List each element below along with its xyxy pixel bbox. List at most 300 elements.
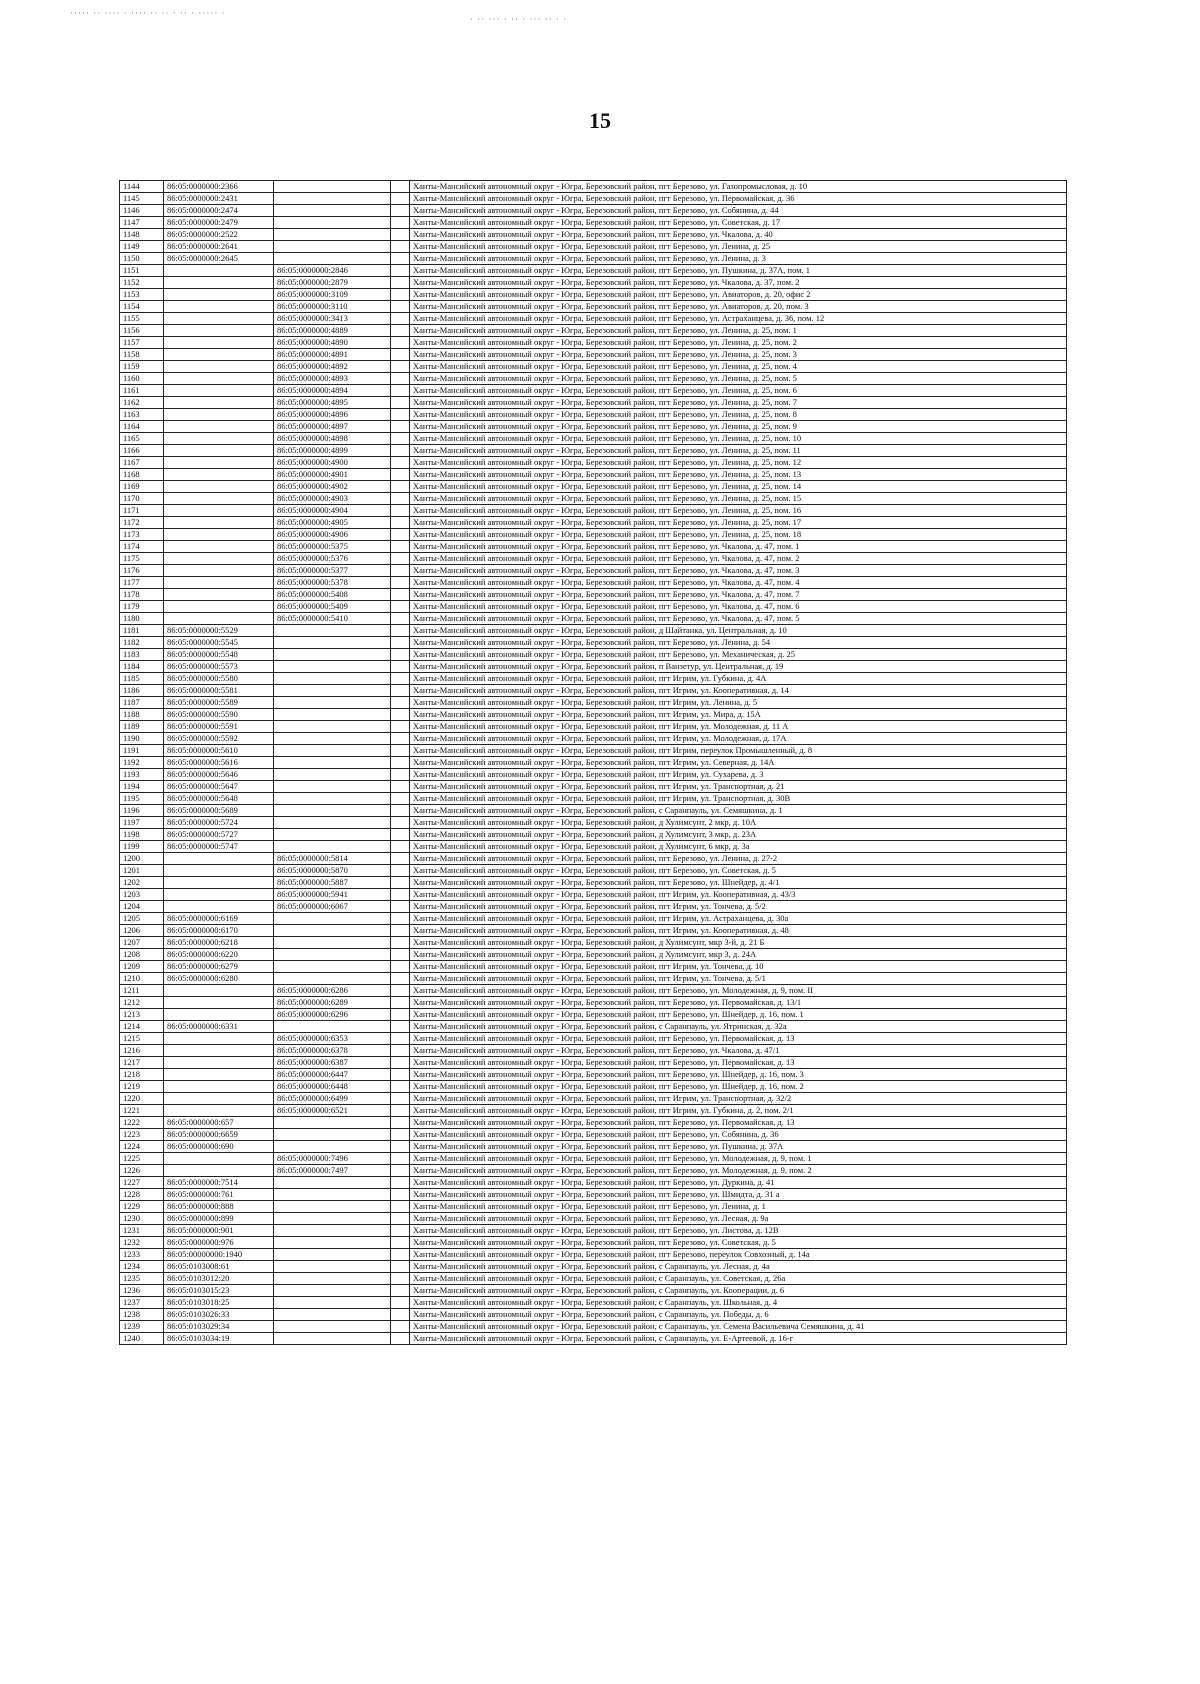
row-number-cell: 1152 (120, 277, 164, 289)
cadastral-number-cell: 86:05:0000000:2366 (164, 181, 274, 193)
cadastral-number-cell: 86:05:0000000:2641 (164, 241, 274, 253)
address-cell: Ханты-Мансийский автономный округ - Югра, Березовский район, д Хулимсунт, 2 мкр, д. 10А (410, 817, 1067, 829)
cadastral-number-cell (164, 613, 274, 625)
premises-cadastral-number-cell (274, 709, 391, 721)
spacer-cell (391, 997, 410, 1009)
cadastral-number-cell (164, 289, 274, 301)
cadastral-number-cell: 86:05:0000000:976 (164, 1237, 274, 1249)
spacer-cell (391, 649, 410, 661)
address-cell: Ханты-Мансийский автономный округ - Югра, Березовский район, с Саранпауль, ул. Семена Васильевича Семяшкина, д. 41 (410, 1321, 1067, 1333)
address-cell: Ханты-Мансийский автономный округ - Югра, Березовский район, пгт Березово, ул. Ленина, д. 25, пом. 4 (410, 361, 1067, 373)
spacer-cell (391, 397, 410, 409)
spacer-cell (391, 373, 410, 385)
address-cell: Ханты-Мансийский автономный округ - Югра, Березовский район, пгт Игрим, ул. Северная, д. 14А (410, 757, 1067, 769)
spacer-cell (391, 385, 410, 397)
cadastral-number-cell (164, 589, 274, 601)
address-cell: Ханты-Мансийский автономный округ - Югра, Березовский район, пгт Игрим, ул. Тончева, д. 10 (410, 961, 1067, 973)
cadastral-number-cell (164, 901, 274, 913)
table-row (120, 1273, 1067, 1285)
premises-cadastral-number-cell: 86:05:0000000:6448 (274, 1081, 391, 1093)
cadastral-number-cell (164, 1093, 274, 1105)
cadastral-number-cell: 86:05:00000000:1940 (164, 1249, 274, 1261)
spacer-cell (391, 961, 410, 973)
premises-cadastral-number-cell: 86:05:0000000:3109 (274, 289, 391, 301)
address-cell: Ханты-Мансийский автономный округ - Югра, Березовский район, пгт Березово, ул. Чкалова, д. 37, пом. 2 (410, 277, 1067, 289)
row-number-cell: 1164 (120, 421, 164, 433)
spacer-cell (391, 193, 410, 205)
cadastral-number-cell: 86:05:0000000:888 (164, 1201, 274, 1213)
table-row (120, 313, 1067, 325)
address-cell: Ханты-Мансийский автономный округ - Югра, Березовский район, пгт Березово, ул. Собянина, д. 36 (410, 1129, 1067, 1141)
cadastral-number-cell (164, 1009, 274, 1021)
spacer-cell (391, 1177, 410, 1189)
row-number-cell: 1236 (120, 1285, 164, 1297)
table-row (120, 1093, 1067, 1105)
table-row (120, 229, 1067, 241)
table-row (120, 565, 1067, 577)
table-row (120, 433, 1067, 445)
table-row (120, 373, 1067, 385)
table-row (120, 1297, 1067, 1309)
spacer-cell (391, 289, 410, 301)
address-cell: Ханты-Мансийский автономный округ - Югра, Березовский район, пгт Березово, ул. Шнейдер, д. 16, пом. 1 (410, 1009, 1067, 1021)
premises-cadastral-number-cell (274, 805, 391, 817)
cadastral-number-cell: 86:05:0000000:2645 (164, 253, 274, 265)
spacer-cell (391, 409, 410, 421)
spacer-cell (391, 625, 410, 637)
address-cell: Ханты-Мансийский автономный округ - Югра, Березовский район, пгт Игрим, ул. Молодежная, д. 17А (410, 733, 1067, 745)
premises-cadastral-number-cell (274, 685, 391, 697)
address-cell: Ханты-Мансийский автономный округ - Югра, Березовский район, пгт Игрим, ул. Транспортная, д. 30В (410, 793, 1067, 805)
row-number-cell: 1194 (120, 781, 164, 793)
table-row (120, 1129, 1067, 1141)
cadastral-number-cell (164, 865, 274, 877)
table-row (120, 973, 1067, 985)
premises-cadastral-number-cell (274, 1297, 391, 1309)
premises-cadastral-number-cell: 86:05:0000000:4901 (274, 469, 391, 481)
address-cell: Ханты-Мансийский автономный округ - Югра, Березовский район, с Саранпауль, ул. Семяшкина, д. 1 (410, 805, 1067, 817)
table-row (120, 529, 1067, 541)
row-number-cell: 1210 (120, 973, 164, 985)
address-cell: Ханты-Мансийский автономный округ - Югра, Березовский район, пгт Березово, ул. Молодежная, д. 9, пом. II (410, 985, 1067, 997)
spacer-cell (391, 589, 410, 601)
spacer-cell (391, 709, 410, 721)
row-number-cell: 1232 (120, 1237, 164, 1249)
row-number-cell: 1219 (120, 1081, 164, 1093)
spacer-cell (391, 1069, 410, 1081)
cadastral-number-cell: 86:05:0000000:5616 (164, 757, 274, 769)
spacer-cell (391, 1117, 410, 1129)
cadastral-number-cell (164, 301, 274, 313)
cadastral-number-cell (164, 1045, 274, 1057)
spacer-cell (391, 1153, 410, 1165)
spacer-cell (391, 829, 410, 841)
row-number-cell: 1179 (120, 601, 164, 613)
premises-cadastral-number-cell (274, 733, 391, 745)
address-cell: Ханты-Мансийский автономный округ - Югра, Березовский район, пгт Березово, ул. Шнейдер, д. 16, пом. 3 (410, 1069, 1067, 1081)
spacer-cell (391, 577, 410, 589)
address-cell: Ханты-Мансийский автономный округ - Югра, Березовский район, пгт Березово, ул. Молодежная, д. 9, пом. 1 (410, 1153, 1067, 1165)
premises-cadastral-number-cell: 86:05:0000000:6521 (274, 1105, 391, 1117)
cadastral-number-cell (164, 553, 274, 565)
spacer-cell (391, 421, 410, 433)
spacer-cell (391, 853, 410, 865)
table-row (120, 469, 1067, 481)
table-row (120, 361, 1067, 373)
address-cell: Ханты-Мансийский автономный округ - Югра, Березовский район, пгт Березово, ул. Ленина, д. 25, пом. 8 (410, 409, 1067, 421)
row-number-cell: 1228 (120, 1189, 164, 1201)
table-row (120, 1033, 1067, 1045)
row-number-cell: 1185 (120, 673, 164, 685)
address-cell: Ханты-Мансийский автономный округ - Югра, Березовский район, пгт Березово, ул. Шмидта, д. 31 а (410, 1189, 1067, 1201)
row-number-cell: 1146 (120, 205, 164, 217)
spacer-cell (391, 253, 410, 265)
address-cell: Ханты-Мансийский автономный округ - Югра, Березовский район, пгт Березово, ул. Первомайская, д. 36 (410, 193, 1067, 205)
table-row (120, 673, 1067, 685)
table-row (120, 1153, 1067, 1165)
spacer-cell (391, 985, 410, 997)
address-cell: Ханты-Мансийский автономный округ - Югра, Березовский район, с Саранпауль, ул. Ятринская, д. 32а (410, 1021, 1067, 1033)
row-number-cell: 1221 (120, 1105, 164, 1117)
table-row (120, 613, 1067, 625)
premises-cadastral-number-cell (274, 1129, 391, 1141)
spacer-cell (391, 1081, 410, 1093)
address-cell: Ханты-Мансийский автономный округ - Югра, Березовский район, пгт Игрим, ул. Транспортная, д. 32/2 (410, 1093, 1067, 1105)
cadastral-number-cell (164, 457, 274, 469)
table-row (120, 289, 1067, 301)
premises-cadastral-number-cell (274, 1225, 391, 1237)
cadastral-number-cell: 86:05:0000000:5591 (164, 721, 274, 733)
address-cell: Ханты-Мансийский автономный округ - Югра, Березовский район, пгт Березово, ул. Ленина, д. 25, пом. 15 (410, 493, 1067, 505)
spacer-cell (391, 265, 410, 277)
address-cell: Ханты-Мансийский автономный округ - Югра, Березовский район, пгт Березово, ул. Чкалова, д. 47/1 (410, 1045, 1067, 1057)
registry-table-body (120, 181, 1067, 1345)
row-number-cell: 1195 (120, 793, 164, 805)
address-cell: Ханты-Мансийский автономный округ - Югра, Березовский район, пгт Игрим, ул. Кооперативная, д. 14 (410, 685, 1067, 697)
premises-cadastral-number-cell (274, 181, 391, 193)
address-cell: Ханты-Мансийский автономный округ - Югра, Березовский район, пгт Березово, ул. Авиаторов, д. 20, офис 2 (410, 289, 1067, 301)
premises-cadastral-number-cell: 86:05:0000000:4890 (274, 337, 391, 349)
row-number-cell: 1161 (120, 385, 164, 397)
premises-cadastral-number-cell (274, 1117, 391, 1129)
cadastral-number-cell (164, 265, 274, 277)
table-row (120, 745, 1067, 757)
table-row (120, 721, 1067, 733)
row-number-cell: 1166 (120, 445, 164, 457)
address-cell: Ханты-Мансийский автономный округ - Югра, Березовский район, пгт Березово, ул. Шнейдер, д. 16, пом. 2 (410, 1081, 1067, 1093)
row-number-cell: 1191 (120, 745, 164, 757)
address-cell: Ханты-Мансийский автономный округ - Югра, Березовский район, пгт Березово, переулок Совхозный, д. 14а (410, 1249, 1067, 1261)
registry-table (119, 180, 1067, 1345)
spacer-cell (391, 1021, 410, 1033)
cadastral-number-cell (164, 1165, 274, 1177)
premises-cadastral-number-cell (274, 661, 391, 673)
premises-cadastral-number-cell (274, 1201, 391, 1213)
premises-cadastral-number-cell: 86:05:0000000:4900 (274, 457, 391, 469)
address-cell: Ханты-Мансийский автономный округ - Югра, Березовский район, пгт Березово, ул. Ленина, д. 25, пом. 12 (410, 457, 1067, 469)
table-row (120, 217, 1067, 229)
premises-cadastral-number-cell: 86:05:0000000:4898 (274, 433, 391, 445)
row-number-cell: 1229 (120, 1201, 164, 1213)
spacer-cell (391, 349, 410, 361)
cadastral-number-cell (164, 469, 274, 481)
table-row (120, 901, 1067, 913)
address-cell: Ханты-Мансийский автономный округ - Югра, Березовский район, пгт Игрим, ул. Ленина, д. 5 (410, 697, 1067, 709)
spacer-cell (391, 325, 410, 337)
spacer-cell (391, 1285, 410, 1297)
row-number-cell: 1170 (120, 493, 164, 505)
address-cell: Ханты-Мансийский автономный округ - Югра, Березовский район, с Саранпауль, ул. Победы, д. 6 (410, 1309, 1067, 1321)
address-cell: Ханты-Мансийский автономный округ - Югра, Березовский район, пгт Березово, ул. Авиаторов, д. 20, пом. 3 (410, 301, 1067, 313)
spacer-cell (391, 541, 410, 553)
table-row (120, 301, 1067, 313)
spacer-cell (391, 361, 410, 373)
spacer-cell (391, 1165, 410, 1177)
address-cell: Ханты-Мансийский автономный округ - Югра, Березовский район, д Хулимсунт, мкр 3, д. 24А (410, 949, 1067, 961)
address-cell: Ханты-Мансийский автономный округ - Югра, Березовский район, пгт Березово, ул. Лесная, д. 9а (410, 1213, 1067, 1225)
address-cell: Ханты-Мансийский автономный округ - Югра, Березовский район, пгт Березово, ул. Ленина, д. 25, пом. 11 (410, 445, 1067, 457)
table-row (120, 277, 1067, 289)
premises-cadastral-number-cell: 86:05:0000000:5408 (274, 589, 391, 601)
row-number-cell: 1215 (120, 1033, 164, 1045)
row-number-cell: 1196 (120, 805, 164, 817)
table-row (120, 517, 1067, 529)
address-cell: Ханты-Мансийский автономный округ - Югра, Березовский район, пгт Березово, ул. Ленина, д. 3 (410, 253, 1067, 265)
row-number-cell: 1233 (120, 1249, 164, 1261)
cadastral-number-cell (164, 1105, 274, 1117)
table-row (120, 457, 1067, 469)
premises-cadastral-number-cell: 86:05:0000000:4894 (274, 385, 391, 397)
spacer-cell (391, 565, 410, 577)
premises-cadastral-number-cell: 86:05:0000000:4896 (274, 409, 391, 421)
table-row (120, 1057, 1067, 1069)
spacer-cell (391, 1321, 410, 1333)
spacer-cell (391, 949, 410, 961)
row-number-cell: 1181 (120, 625, 164, 637)
cadastral-number-cell: 86:05:0000000:5545 (164, 637, 274, 649)
row-number-cell: 1213 (120, 1009, 164, 1021)
row-number-cell: 1234 (120, 1261, 164, 1273)
scan-noise-mark: · ·· ··· · ·· · ··· ·· · · (470, 14, 568, 24)
address-cell: Ханты-Мансийский автономный округ - Югра, Березовский район, пгт Березово, ул. Ленина, д. 27-2 (410, 853, 1067, 865)
row-number-cell: 1160 (120, 373, 164, 385)
table-row (120, 1141, 1067, 1153)
premises-cadastral-number-cell (274, 649, 391, 661)
premises-cadastral-number-cell: 86:05:0000000:7496 (274, 1153, 391, 1165)
table-row (120, 865, 1067, 877)
cadastral-number-cell (164, 349, 274, 361)
premises-cadastral-number-cell (274, 1309, 391, 1321)
cadastral-number-cell: 86:05:0000000:5589 (164, 697, 274, 709)
address-cell: Ханты-Мансийский автономный округ - Югра, Березовский район, пгт Березово, ул. Чкалова, д. 47, пом. 7 (410, 589, 1067, 601)
table-row (120, 1321, 1067, 1333)
row-number-cell: 1184 (120, 661, 164, 673)
address-cell: Ханты-Мансийский автономный округ - Югра, Березовский район, пгт Березово, ул. Ленина, д. 25, пом. 6 (410, 385, 1067, 397)
table-row (120, 1009, 1067, 1021)
address-cell: Ханты-Мансийский автономный округ - Югра, Березовский район, пгт Игрим, переулок Промышленный, д. 8 (410, 745, 1067, 757)
address-cell: Ханты-Мансийский автономный округ - Югра, Березовский район, пгт Березово, ул. Чкалова, д. 47, пом. 4 (410, 577, 1067, 589)
address-cell: Ханты-Мансийский автономный округ - Югра, Березовский район, пгт Березово, ул. Астраханцева, д. 36, пом. 12 (410, 313, 1067, 325)
row-number-cell: 1175 (120, 553, 164, 565)
premises-cadastral-number-cell: 86:05:0000000:4906 (274, 529, 391, 541)
spacer-cell (391, 973, 410, 985)
row-number-cell: 1218 (120, 1069, 164, 1081)
spacer-cell (391, 1333, 410, 1345)
cadastral-number-cell: 86:05:0000000:6169 (164, 913, 274, 925)
row-number-cell: 1193 (120, 769, 164, 781)
premises-cadastral-number-cell (274, 757, 391, 769)
row-number-cell: 1238 (120, 1309, 164, 1321)
row-number-cell: 1190 (120, 733, 164, 745)
spacer-cell (391, 481, 410, 493)
row-number-cell: 1165 (120, 433, 164, 445)
spacer-cell (391, 685, 410, 697)
row-number-cell: 1202 (120, 877, 164, 889)
spacer-cell (391, 433, 410, 445)
spacer-cell (391, 1093, 410, 1105)
table-row (120, 625, 1067, 637)
spacer-cell (391, 925, 410, 937)
table-row (120, 661, 1067, 673)
spacer-cell (391, 1129, 410, 1141)
row-number-cell: 1206 (120, 925, 164, 937)
cadastral-number-cell: 86:05:0000000:2474 (164, 205, 274, 217)
premises-cadastral-number-cell (274, 1273, 391, 1285)
premises-cadastral-number-cell: 86:05:0000000:6447 (274, 1069, 391, 1081)
cadastral-number-cell: 86:05:0103029:34 (164, 1321, 274, 1333)
cadastral-number-cell (164, 985, 274, 997)
premises-cadastral-number-cell (274, 721, 391, 733)
premises-cadastral-number-cell (274, 925, 391, 937)
address-cell: Ханты-Мансийский автономный округ - Югра, Березовский район, пгт Березово, ул. Советская, д. 5 (410, 865, 1067, 877)
cadastral-number-cell (164, 601, 274, 613)
row-number-cell: 1153 (120, 289, 164, 301)
address-cell: Ханты-Мансийский автономный округ - Югра, Березовский район, пгт Березово, ул. Первомайская, д. 13 (410, 1117, 1067, 1129)
address-cell: Ханты-Мансийский автономный округ - Югра, Березовский район, с Саранпауль, ул. Лесная, д. 4а (410, 1261, 1067, 1273)
spacer-cell (391, 205, 410, 217)
cadastral-number-cell (164, 541, 274, 553)
address-cell: Ханты-Мансийский автономный округ - Югра, Березовский район, д Хулимсунт, 6 мкр, д. 3а (410, 841, 1067, 853)
premises-cadastral-number-cell: 86:05:0000000:6353 (274, 1033, 391, 1045)
spacer-cell (391, 757, 410, 769)
premises-cadastral-number-cell (274, 913, 391, 925)
table-row (120, 1201, 1067, 1213)
spacer-cell (391, 721, 410, 733)
address-cell: Ханты-Мансийский автономный округ - Югра, Березовский район, пгт Березово, ул. Шнейдер, д. 4/1 (410, 877, 1067, 889)
premises-cadastral-number-cell: 86:05:0000000:5409 (274, 601, 391, 613)
address-cell: Ханты-Мансийский автономный округ - Югра, Березовский район, пгт Игрим, ул. Транспортная, д. 21 (410, 781, 1067, 793)
row-number-cell: 1155 (120, 313, 164, 325)
table-row (120, 805, 1067, 817)
cadastral-number-cell: 86:05:0103034:19 (164, 1333, 274, 1345)
address-cell: Ханты-Мансийский автономный округ - Югра, Березовский район, пгт Березово, ул. Ленина, д. 25, пом. 5 (410, 373, 1067, 385)
address-cell: Ханты-Мансийский автономный округ - Югра, Березовский район, пгт Березово, ул. Ленина, д. 25, пом. 18 (410, 529, 1067, 541)
row-number-cell: 1168 (120, 469, 164, 481)
cadastral-number-cell (164, 373, 274, 385)
premises-cadastral-number-cell (274, 769, 391, 781)
address-cell: Ханты-Мансийский автономный округ - Югра, Березовский район, пгт Березово, ул. Листова, д. 12В (410, 1225, 1067, 1237)
address-cell: Ханты-Мансийский автономный округ - Югра, Березовский район, пгт Березово, ул. Механическая, д. 25 (410, 649, 1067, 661)
premises-cadastral-number-cell (274, 1249, 391, 1261)
table-row (120, 961, 1067, 973)
cadastral-number-cell (164, 577, 274, 589)
row-number-cell: 1201 (120, 865, 164, 877)
table-row (120, 817, 1067, 829)
row-number-cell: 1174 (120, 541, 164, 553)
cadastral-number-cell (164, 565, 274, 577)
table-row (120, 193, 1067, 205)
cadastral-number-cell (164, 1033, 274, 1045)
address-cell: Ханты-Мансийский автономный округ - Югра, Березовский район, пгт Березово, ул. Дуркина, д. 41 (410, 1177, 1067, 1189)
row-number-cell: 1186 (120, 685, 164, 697)
cadastral-number-cell (164, 409, 274, 421)
spacer-cell (391, 277, 410, 289)
spacer-cell (391, 865, 410, 877)
address-cell: Ханты-Мансийский автономный округ - Югра, Березовский район, п Ванзетур, ул. Центральная, д. 19 (410, 661, 1067, 673)
premises-cadastral-number-cell (274, 973, 391, 985)
cadastral-number-cell: 86:05:0000000:5590 (164, 709, 274, 721)
row-number-cell: 1200 (120, 853, 164, 865)
spacer-cell (391, 1309, 410, 1321)
row-number-cell: 1156 (120, 325, 164, 337)
table-row (120, 409, 1067, 421)
row-number-cell: 1159 (120, 361, 164, 373)
cadastral-number-cell: 86:05:0000000:899 (164, 1213, 274, 1225)
address-cell: Ханты-Мансийский автономный округ - Югра, Березовский район, пгт Березово, ул. Чкалова, д. 47, пом. 1 (410, 541, 1067, 553)
premises-cadastral-number-cell (274, 949, 391, 961)
cadastral-number-cell (164, 889, 274, 901)
cadastral-number-cell: 86:05:0000000:761 (164, 1189, 274, 1201)
premises-cadastral-number-cell: 86:05:0000000:6289 (274, 997, 391, 1009)
table-row (120, 949, 1067, 961)
spacer-cell (391, 769, 410, 781)
cadastral-number-cell: 86:05:0000000:6218 (164, 937, 274, 949)
cadastral-number-cell: 86:05:0000000:690 (164, 1141, 274, 1153)
address-cell: Ханты-Мансийский автономный округ - Югра, Березовский район, пгт Березово, ул. Ленина, д. 25, пом. 3 (410, 349, 1067, 361)
spacer-cell (391, 517, 410, 529)
row-number-cell: 1162 (120, 397, 164, 409)
address-cell: Ханты-Мансийский автономный округ - Югра, Березовский район, пгт Березово, ул. Ленина, д. 25, пом. 10 (410, 433, 1067, 445)
table-row (120, 1261, 1067, 1273)
spacer-cell (391, 673, 410, 685)
row-number-cell: 1188 (120, 709, 164, 721)
address-cell: Ханты-Мансийский автономный округ - Югра, Березовский район, пгт Березово, ул. Пушкина, д. 37А, пом. 1 (410, 265, 1067, 277)
premises-cadastral-number-cell: 86:05:0000000:7497 (274, 1165, 391, 1177)
cadastral-number-cell: 86:05:0000000:2479 (164, 217, 274, 229)
cadastral-number-cell: 86:05:0103026:33 (164, 1309, 274, 1321)
spacer-cell (391, 841, 410, 853)
row-number-cell: 1240 (120, 1333, 164, 1345)
address-cell: Ханты-Мансийский автономный округ - Югра, Березовский район, пгт Березово, ул. Чкалова, д. 47, пом. 2 (410, 553, 1067, 565)
address-cell: Ханты-Мансийский автономный округ - Югра, Березовский район, пгт Березово, ул. Первомайская, д. 13 (410, 1033, 1067, 1045)
spacer-cell (391, 181, 410, 193)
cadastral-number-cell (164, 505, 274, 517)
spacer-cell (391, 1225, 410, 1237)
row-number-cell: 1157 (120, 337, 164, 349)
table-row (120, 853, 1067, 865)
row-number-cell: 1187 (120, 697, 164, 709)
row-number-cell: 1189 (120, 721, 164, 733)
table-row (120, 541, 1067, 553)
premises-cadastral-number-cell: 86:05:0000000:5378 (274, 577, 391, 589)
row-number-cell: 1214 (120, 1021, 164, 1033)
cadastral-number-cell: 86:05:0000000:5689 (164, 805, 274, 817)
row-number-cell: 1217 (120, 1057, 164, 1069)
premises-cadastral-number-cell (274, 781, 391, 793)
table-row (120, 1165, 1067, 1177)
address-cell: Ханты-Мансийский автономный округ - Югра, Березовский район, пгт Березово, ул. Чкалова, д. 47, пом. 6 (410, 601, 1067, 613)
premises-cadastral-number-cell (274, 841, 391, 853)
